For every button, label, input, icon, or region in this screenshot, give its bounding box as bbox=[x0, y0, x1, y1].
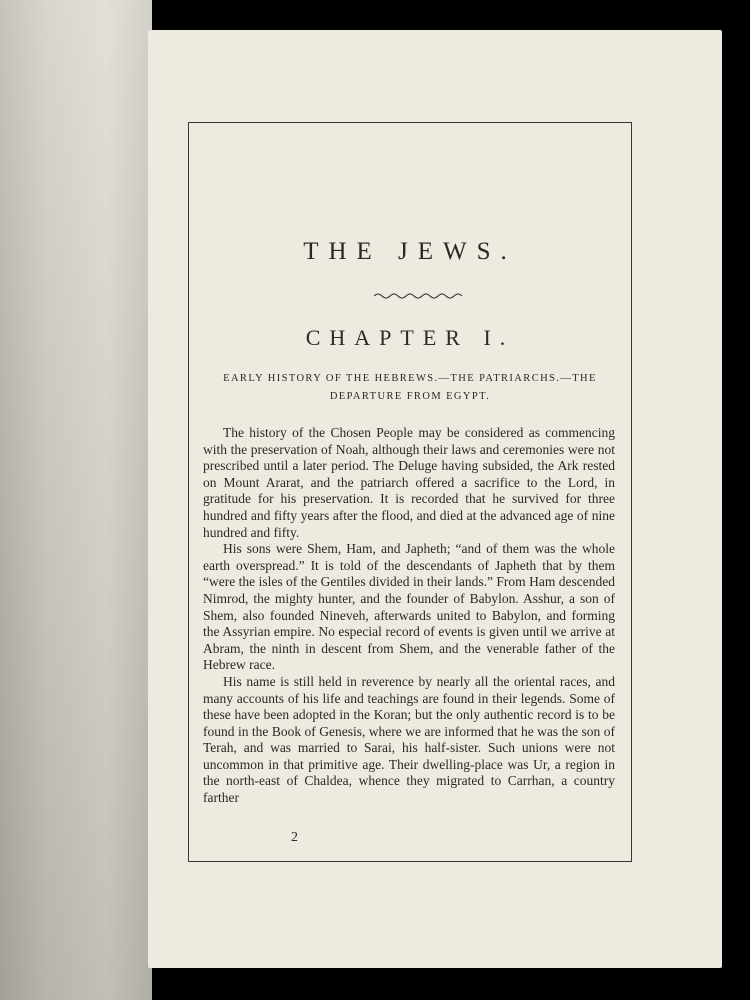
paragraph: His sons were Shem, Ham, and Japheth; “and of them was the whole earth overspread.” It is told of the descendants of Japheth that by them “were the isles of the Gentiles divided in their lands.” From Ham descended Nimrod, the mighty hunter, and the founder of Babylon. Asshur, a son of Shem, also founded Nineveh, afterwards united to Babylon, and forming the Assyrian empire. No especial record of events is given until we arrive at Abram, the ninth in descent from Shem, and the venerable father of the Hebrew race. bbox=[203, 541, 615, 673]
flyleaf-shadow bbox=[0, 0, 152, 1000]
paragraph: His name is still held in reverence by nearly all the oriental races, and many accounts of his life and teachings are found in their legends. Some of these have been adopted in the Koran; but the only authentic record is to be found in the Book of Genesis, where we are informed that he was the son of Terah, and was married to Sarai, his half-sister. Such unions were not uncommon in that primitive age. Their dwelling-place was Ur, a region in the north-east of Chaldea, whence they migrated to Carrhan, a country farther bbox=[203, 673, 615, 806]
ornamental-rule bbox=[374, 291, 464, 301]
body-text bbox=[203, 425, 615, 807]
page-title: THE JEWS. bbox=[303, 238, 517, 265]
page-border-frame bbox=[188, 122, 632, 862]
chapter-summary-line: EARLY HISTORY OF THE HEBREWS.—THE PATRIARCHS.—THE bbox=[223, 373, 597, 384]
book-page bbox=[148, 30, 722, 968]
signature-mark: 2 bbox=[291, 830, 298, 845]
chapter-summary-line: DEPARTURE FROM EGYPT. bbox=[329, 391, 491, 402]
chapter-heading: CHAPTER I. bbox=[305, 325, 515, 350]
paragraph: The history of the Chosen People may be considered as commencing with the preservation of Noah, although their laws and ceremonies were not prescribed until a later period. The Deluge having subsided, the Ark rested on Mount Ararat, and the patriarch offered a sacrifice to the Lord, in gratitude for his preservation. It is recorded that he survived for three hundred and fifty years after the flood, and died at the advanced age of nine hundred and fifty. bbox=[203, 425, 615, 540]
chapter-summary bbox=[201, 370, 619, 406]
